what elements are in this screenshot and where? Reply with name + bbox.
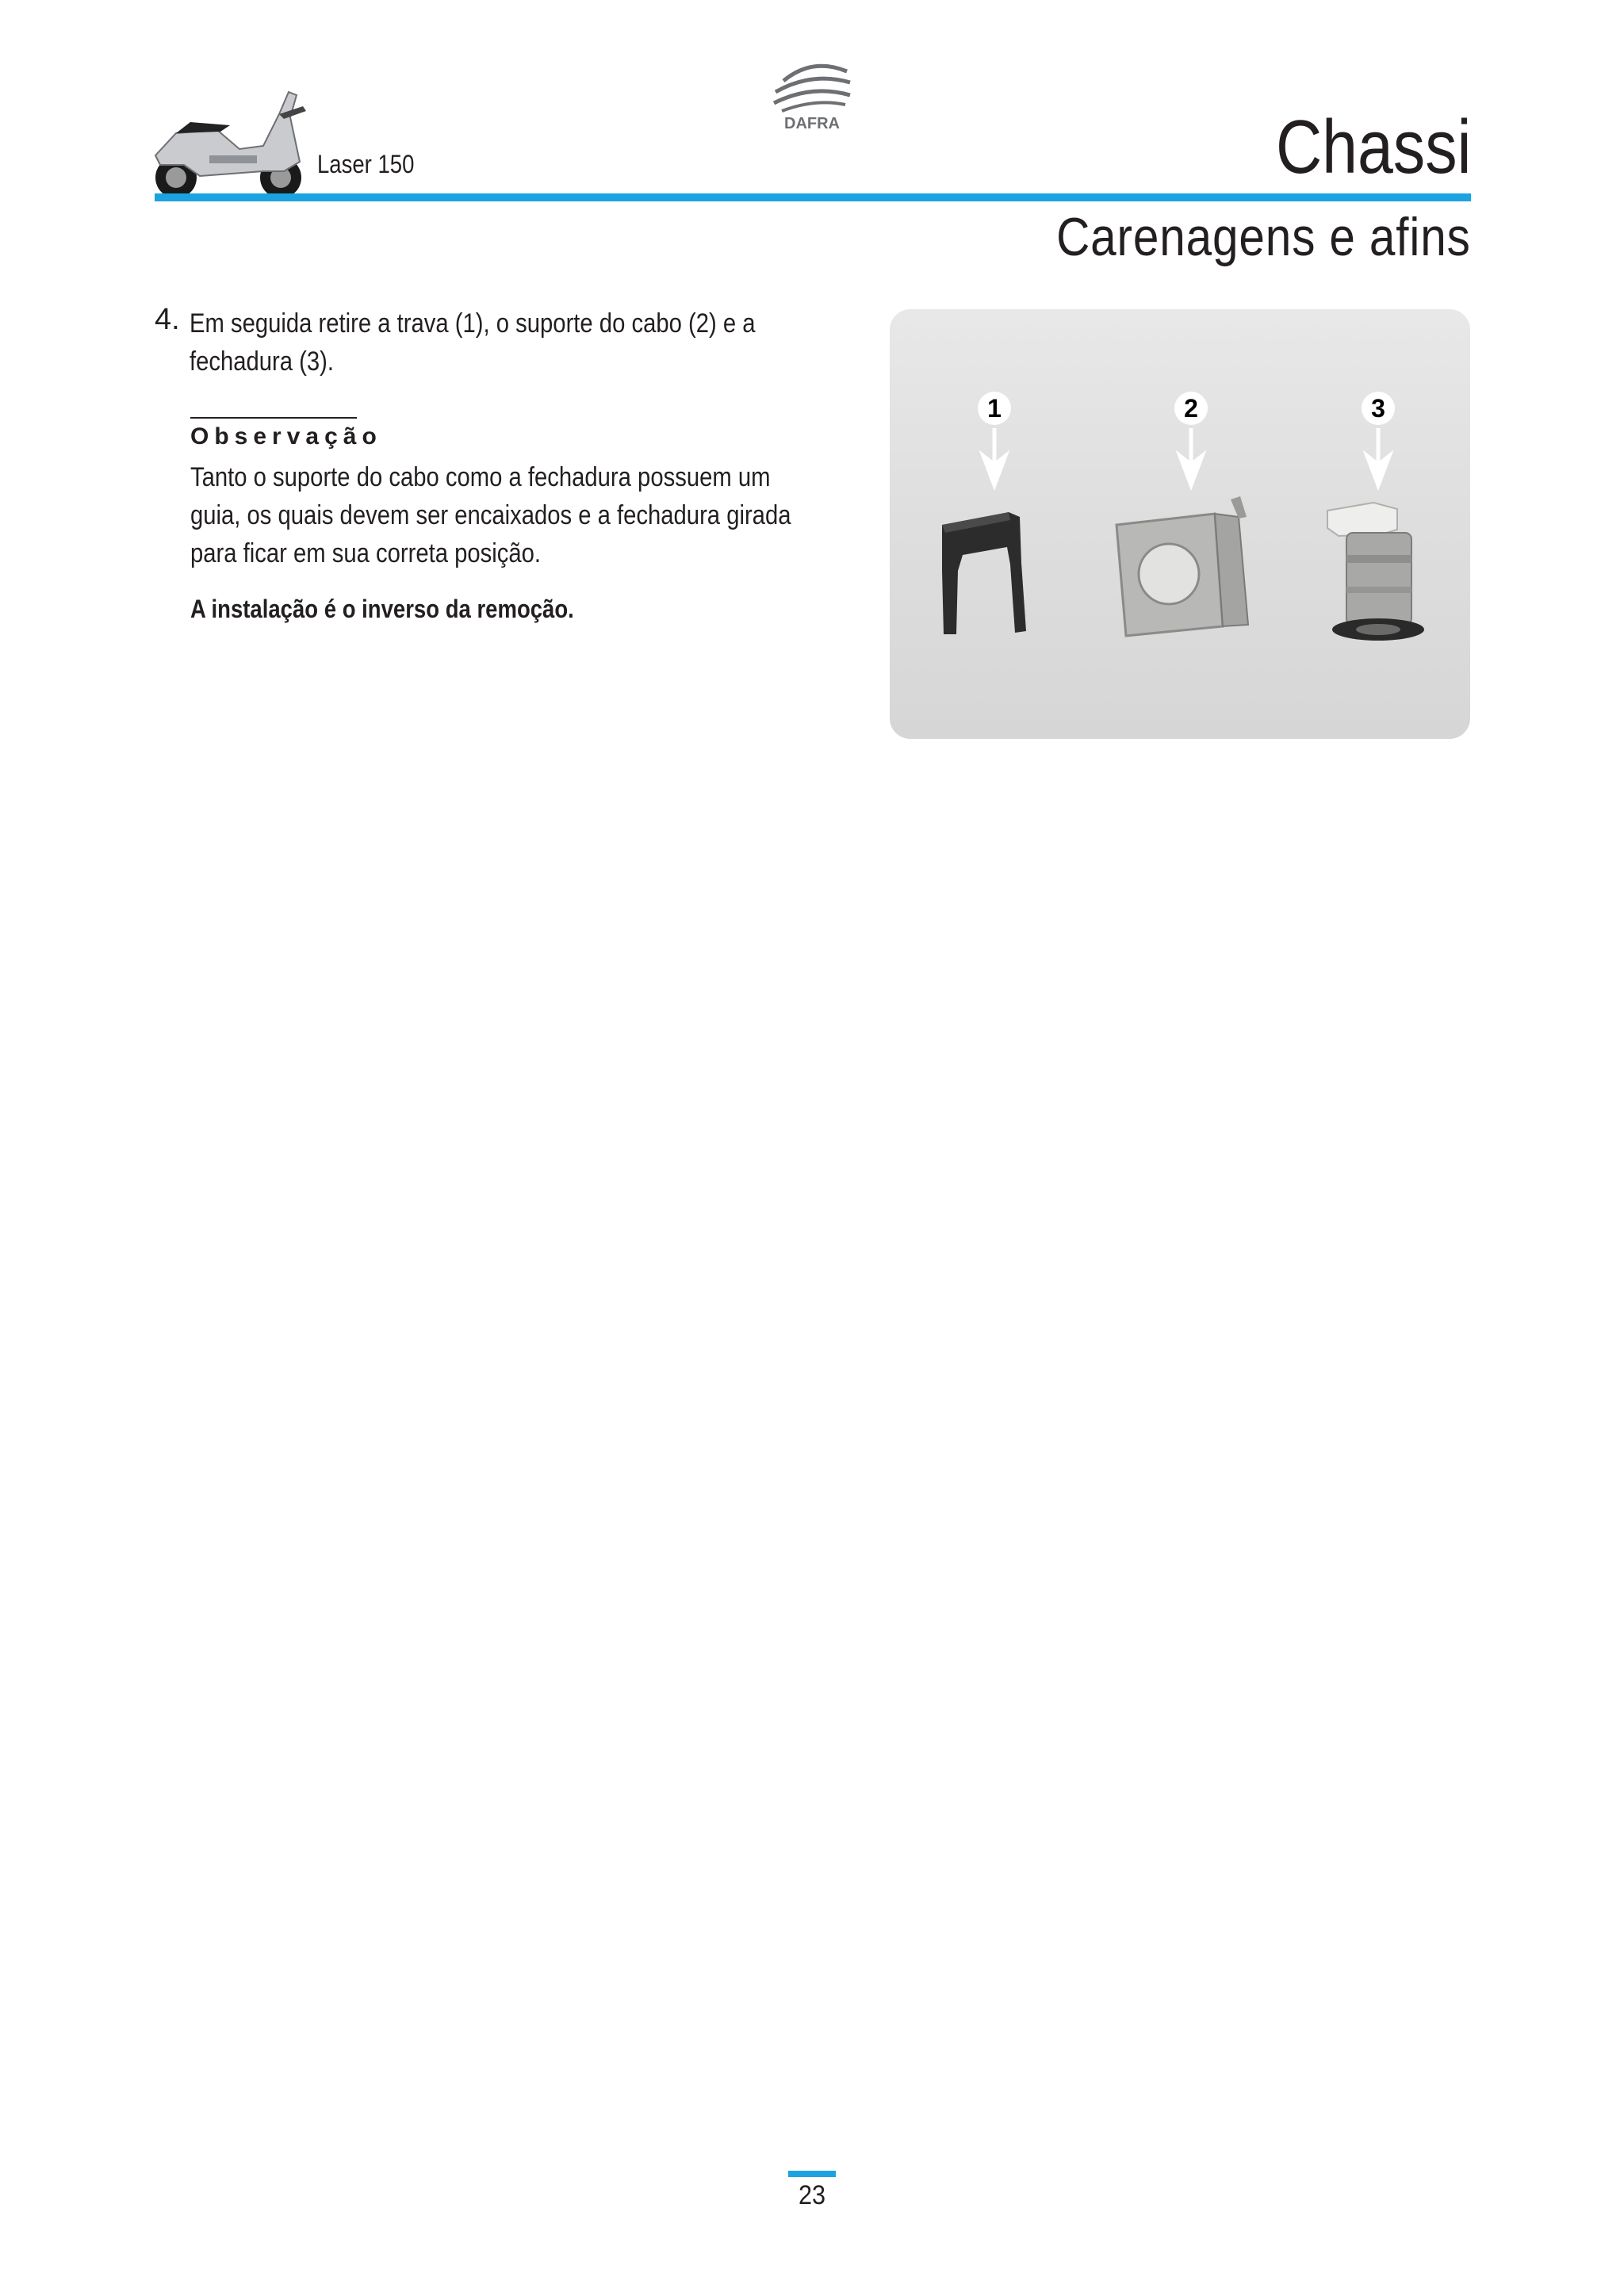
page-header: [0, 0, 1624, 285]
parts-photo-drawing: [890, 309, 1470, 739]
parts-photo: [890, 309, 1470, 739]
dafra-logo: [768, 57, 856, 133]
callout-3: 3: [1362, 392, 1395, 425]
section-title: Chassi: [1275, 105, 1471, 189]
page-number: 23: [798, 2180, 826, 2210]
svg-text:DAFRA: DAFRA: [784, 115, 840, 132]
install-text: A instalação é o inverso da remoção.: [190, 595, 574, 623]
header-divider: [155, 193, 1471, 201]
arrow-down-icon: [983, 428, 1005, 485]
lock-cylinder-icon: [1327, 503, 1424, 641]
cable-bracket-icon: [1116, 496, 1248, 636]
scooter-illustration: [144, 82, 311, 201]
step-text: Em seguida retire a trava (1), o suporte do cabo (2) e a fechadura (3).: [190, 308, 756, 377]
callout-2: 2: [1174, 392, 1208, 425]
step-number: 4.: [155, 303, 180, 336]
latch-icon: [942, 512, 1026, 634]
subsection-title: Carenagens e afins: [1056, 207, 1471, 267]
callout-1: 1: [978, 392, 1011, 425]
note-divider: [190, 417, 357, 419]
model-name: Laser 150: [317, 150, 415, 178]
arrow-down-icon: [1180, 428, 1202, 485]
page-number-marker: [788, 2171, 836, 2177]
arrow-down-icon: [1367, 428, 1389, 485]
note-text: Tanto o suporte do cabo como a fechadura possuem um guia, os quais devem ser encaixados e a fechadura girada para ficar em sua correta posição.: [190, 462, 791, 568]
note-heading: Observação: [190, 423, 382, 450]
